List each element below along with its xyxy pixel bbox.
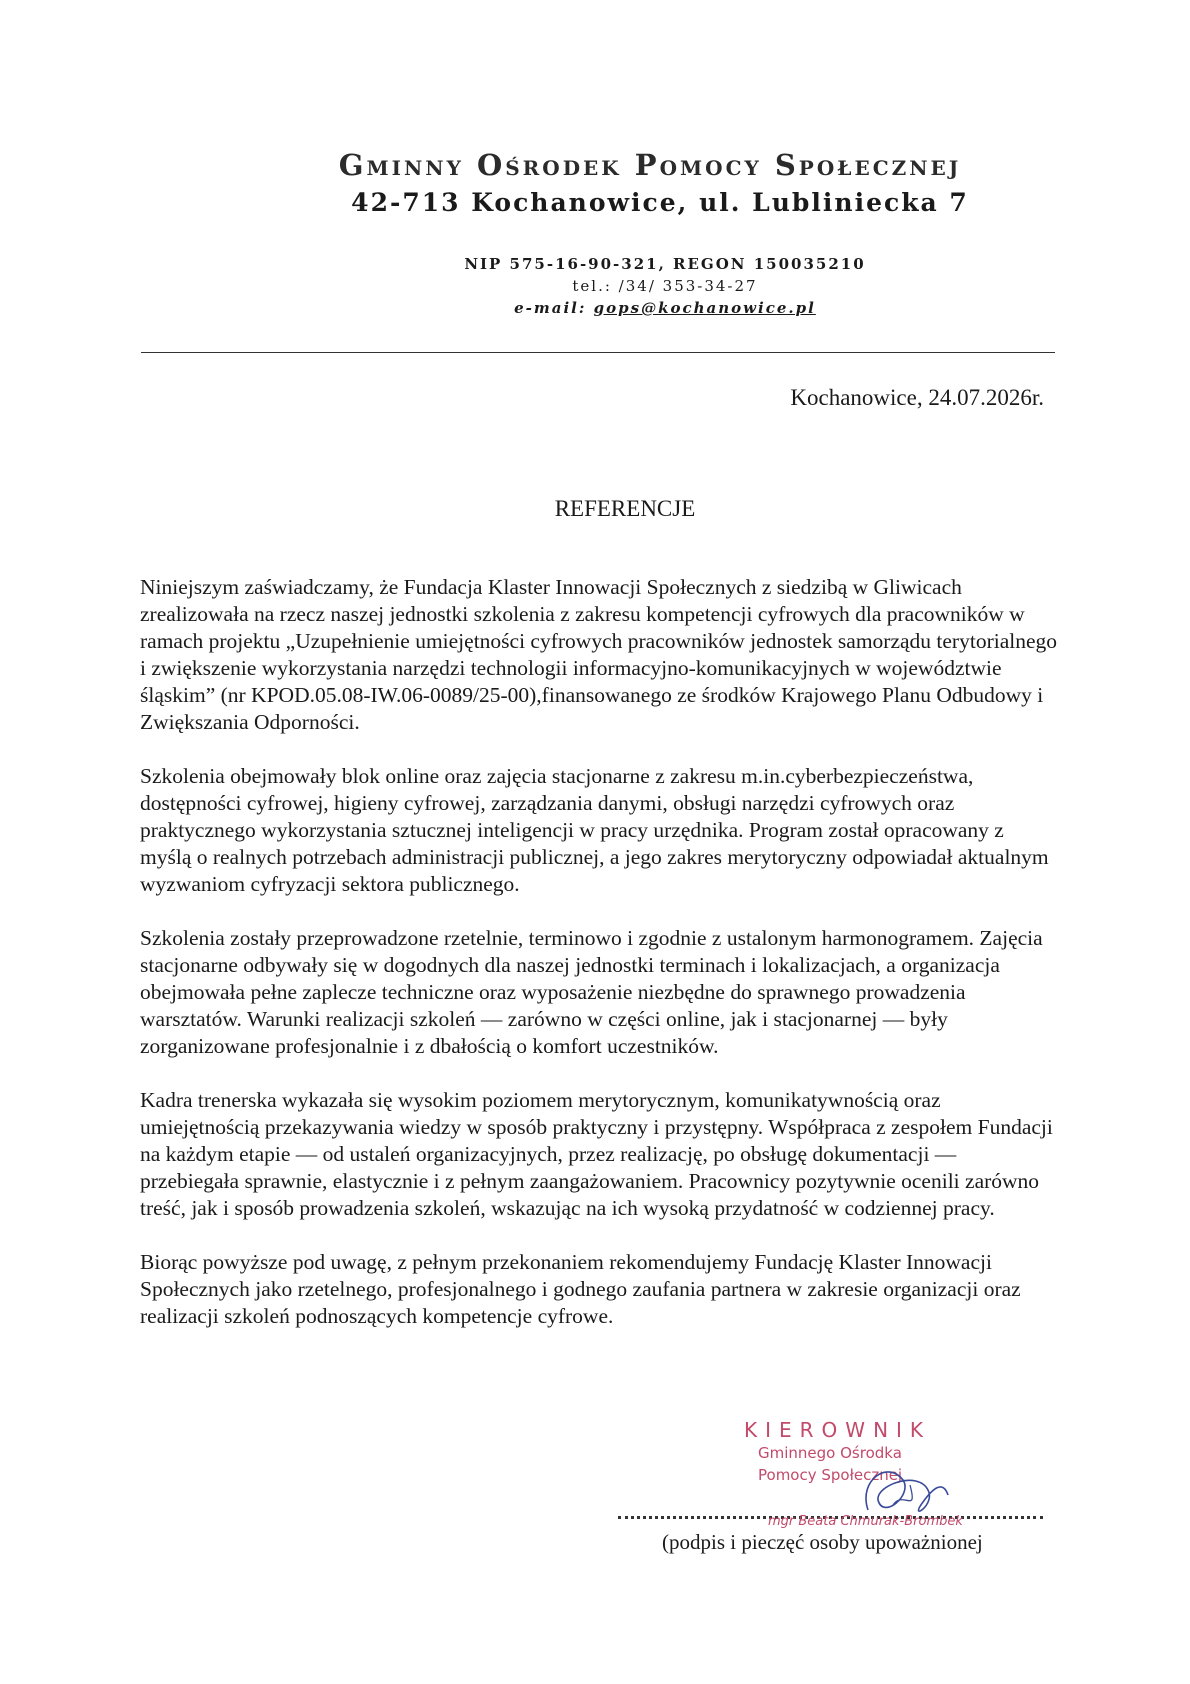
email-line: [140, 297, 1190, 319]
paragraph: Szkolenia obejmowały blok online oraz zajęcia stacjonarne z zakresu m.in.cyberbezpieczeństwa, dostępności cyfrowej, higieny cyfrowej, zarządzania danymi, obsługi narzędzi cyfrowych oraz praktycznego wykorzystania sztucznej inteligencji w pracy urzędnika. Program został opracowany z myślą o realnych potrzebach administracji publicznej, a jego zakres merytoryczny odpowiadał aktualnym wyzwaniom cyfryzacji sektora publicznego.: [140, 764, 1049, 896]
paragraph: Szkolenia zostały przeprowadzone rzetelnie, terminowo i zgodnie z ustalonym harmonogramem. Zajęcia stacjonarne odbywały się w dogodnych dla naszej jednostki terminach i lokalizacjach, a organizacja obejmowała pełne zaplecze techniczne oraz wyposażenie niezbędne do sprawnego prowadzenia warsztatów. Warunki realizacji szkoleń — zarówno w części online, jak i stacjonarnej — były zorganizowane profesjonalnie i z dbałością o komfort uczestników.: [140, 926, 1043, 1058]
letterhead: [0, 148, 1190, 217]
nip-regon: NIP 575-16-90-321, REGON 150035210: [464, 255, 866, 273]
paragraph: Kadra trenerska wykazała się wysokim poziomem merytorycznym, komunikatywnością oraz umiejętnością przekazywania wiedzy w sposób praktyczny i przystępny. Współpraca z zespołem Fundacji na każdym etapie — od ustaleń organizacyjnych, przez realizację, po obsługę dokumentacji — przebiegała sprawnie, elastycznie i z pełnym zaangażowaniem. Pracownicy pozytywnie ocenili zarówno treść, jak i sposób prowadzenia szkoleń, wskazując na ich wysoką przydatność w codziennej pracy.: [140, 1088, 1053, 1220]
signature-block: [618, 1418, 1058, 1568]
stamp-name: mgr Beata Chmurak-Brombek: [768, 1514, 963, 1529]
stamp-line-1: Gminnego Ośrodka: [758, 1444, 902, 1462]
letterhead-divider: [141, 352, 1055, 353]
document-body: [140, 574, 1060, 1357]
signature-caption: (podpis i pieczęć osoby upoważnionej: [662, 1530, 983, 1554]
email-address: gops@kochanowice.pl: [593, 299, 816, 317]
stamp-line-2: Pomocy Społecznej: [758, 1466, 903, 1484]
paragraph: Niniejszym zaświadczamy, że Fundacja Klaster Innowacji Społecznych z siedzibą w Gliwicach zrealizowała na rzecz naszej jednostki szkolenia z zakresu kompetencji cyfrowych dla pracowników w ramach projektu „Uzupełnienie umiejętności cyfrowych pracowników jednostek samorządu terytorialnego i zwiększenie wykorzystania narzędzi technologii informacyjno-komunikacyjnych w województwie śląskim” (nr KPOD.05.08-IW.06-0089/25-00),finansowanego ze środków Krajowego Planu Odbudowy i Zwiększania Odporności.: [140, 575, 1058, 734]
telephone: tel.: /34/ 353-34-27: [572, 277, 758, 295]
email-label: e-mail:: [514, 299, 587, 317]
stamp-title: KIEROWNIK: [744, 1418, 932, 1442]
document-date: Kochanowice, 24.07.2026r.: [790, 385, 1044, 410]
organization-address: 42-713 Kochanowice, ul. Lubliniecka 7: [351, 188, 969, 217]
organization-name: Gminny Ośrodek Pomocy Społecznej: [338, 148, 962, 182]
paragraph: Biorąc powyższe pod uwagę, z pełnym przekonaniem rekomendujemy Fundację Klaster Innowacji Społecznych jako rzetelnego, profesjonalnego i godnego zaufania partnera w zakresie organizacji oraz realizacji szkoleń podnoszących kompetencje cyfrowe.: [140, 1250, 1021, 1328]
organization-identifiers: [0, 253, 1190, 319]
document-heading: REFERENCJE: [554, 496, 696, 521]
